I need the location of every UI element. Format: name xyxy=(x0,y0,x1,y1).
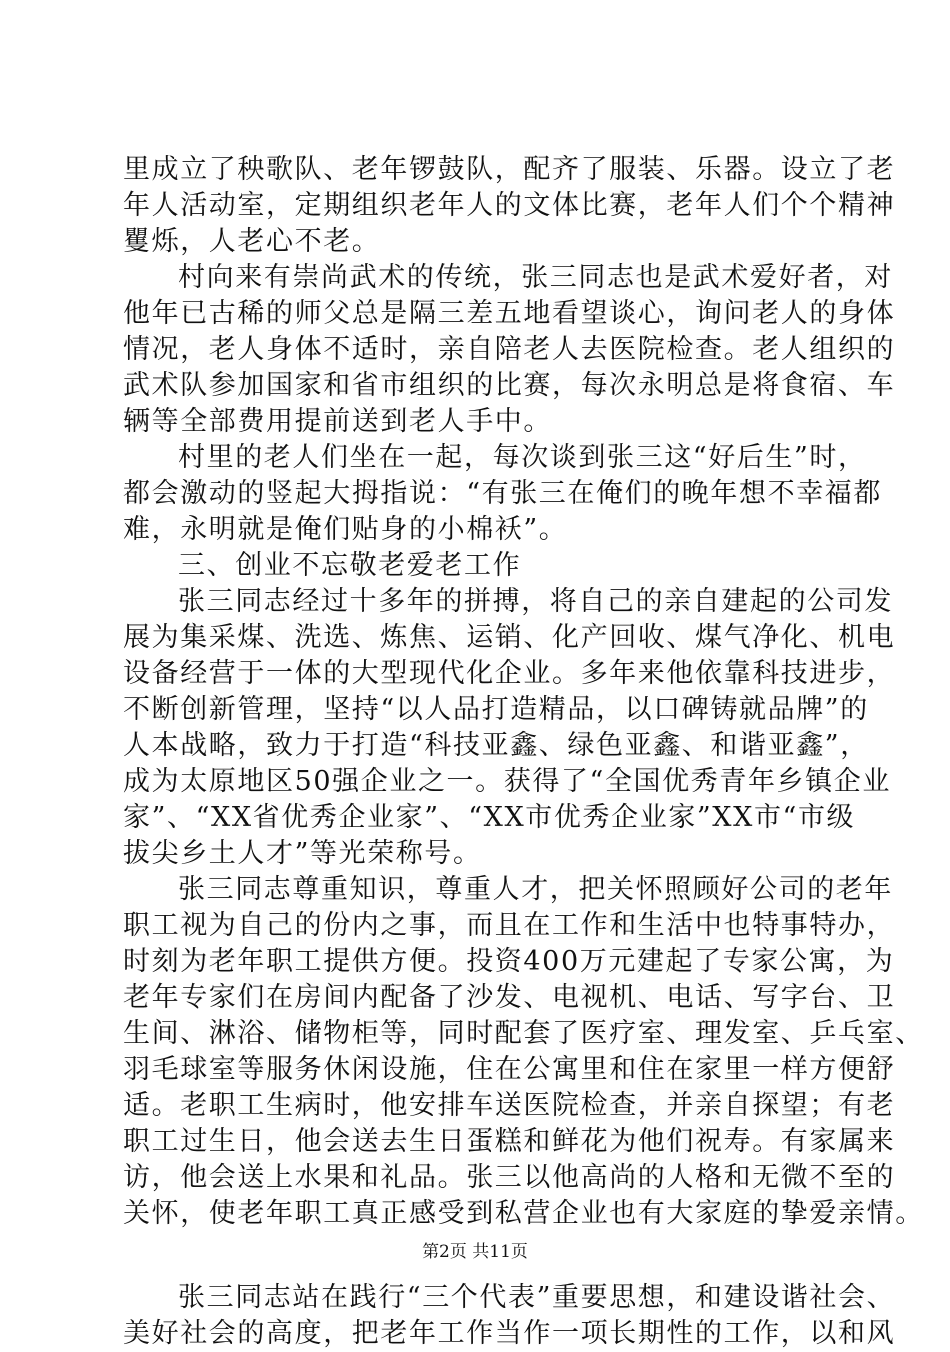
text-line: 情况，老人身体不适时，亲自陪老人去医院检查。老人组织的 xyxy=(123,334,896,365)
text-line: 年人活动室，定期组织老年人的文体比赛，老年人们个个精神 xyxy=(123,190,896,221)
text-line: 张三同志站在践行“三个代表”重要思想，和建设谐社会、 xyxy=(178,1282,896,1313)
text-line: 张三同志经过十多年的拼搏，将自己的亲自建起的公司发 xyxy=(178,586,893,617)
text-line: 适。老职工生病时，他安排车送医院检查，并亲自探望；有老 xyxy=(123,1090,896,1121)
text-line: 张三同志尊重知识，尊重人才，把关怀照顾好公司的老年 xyxy=(178,874,893,905)
text-line: 老年专家们在房间内配备了沙发、电视机、电话、写字台、卫 xyxy=(123,982,896,1013)
text-line: 辆等全部费用提前送到老人手中。 xyxy=(123,406,552,437)
text-line: 设备经营于一体的大型现代化企业。多年来他依靠科技进步， xyxy=(123,658,896,689)
text-line: 成为太原地区50强企业之一。获得了“全国优秀青年乡镇企业 xyxy=(123,766,891,797)
text-line: 不断创新管理，坚持“以人品打造精品，以口碑铸就品牌”的 xyxy=(123,694,869,725)
text-line: 都会激动的竖起大拇指说：“有张三在俺们的晚年想不幸福都 xyxy=(123,478,883,509)
text-line: 家”、“XX省优秀企业家”、“XX市优秀企业家”XX市“市级 xyxy=(123,802,856,833)
text-line: 生间、淋浴、储物柜等，同时配套了医疗室、理发室、乒乓室、 xyxy=(123,1018,924,1049)
text-line: 人本战略，致力于打造“科技亚鑫、绿色亚鑫、和谐亚鑫”， xyxy=(123,730,869,761)
text-line: 里成立了秧歌队、老年锣鼓队，配齐了服装、乐器。设立了老 xyxy=(123,154,896,185)
page-number-footer: 第2页 共11页 xyxy=(422,1242,528,1262)
text-line: 难，永明就是俺们贴身的小棉袄”。 xyxy=(123,514,568,545)
section-heading: 三、创业不忘敬老爱老工作 xyxy=(178,550,522,581)
text-line: 美好社会的高度，把老年工作当作一项长期性的工作，以和风 xyxy=(123,1318,896,1349)
text-line: 村里的老人们坐在一起，每次谈到张三这“好后生”时， xyxy=(178,442,867,473)
text-line: 村向来有崇尚武术的传统，张三同志也是武术爱好者，对 xyxy=(178,262,893,293)
text-line: 职工视为自己的份内之事，而且在工作和生活中也特事特办， xyxy=(123,910,896,941)
text-line: 武术队参加国家和省市组织的比赛，每次永明总是将食宿、车 xyxy=(123,370,896,401)
text-line: 时刻为老年职工提供方便。投资400万元建起了专家公寓，为 xyxy=(123,946,895,977)
text-line: 拔尖乡土人才”等光荣称号。 xyxy=(123,838,482,869)
text-line: 矍烁，人老心不老。 xyxy=(123,226,381,257)
text-line: 关怀，使老年职工真正感受到私营企业也有大家庭的挚爱亲情。 xyxy=(123,1198,924,1229)
text-line: 职工过生日，他会送去生日蛋糕和鲜花为他们祝寿。有家属来 xyxy=(123,1126,896,1157)
text-line: 展为集采煤、洗选、炼焦、运销、化产回收、煤气净化、机电 xyxy=(123,622,896,653)
text-line: 羽毛球室等服务休闲设施，住在公寓里和住在家里一样方便舒 xyxy=(123,1054,896,1085)
text-line: 他年已古稀的师父总是隔三差五地看望谈心，询问老人的身体 xyxy=(123,298,896,329)
text-line: 访，他会送上水果和礼品。张三以他高尚的人格和无微不至的 xyxy=(123,1162,896,1193)
